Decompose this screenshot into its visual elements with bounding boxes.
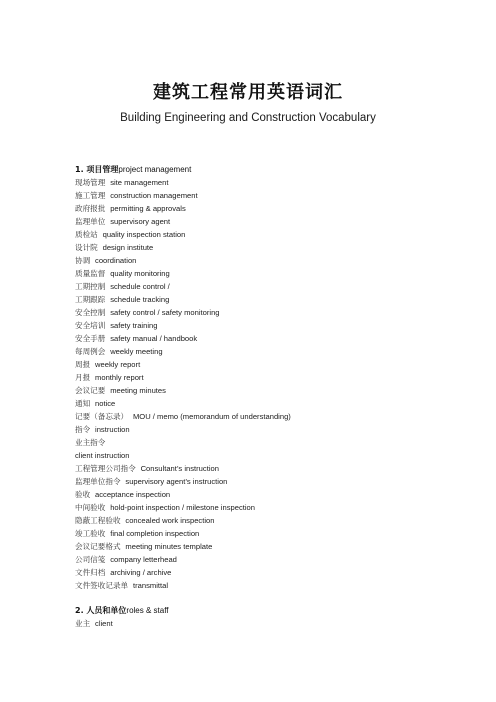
entry-term-en: coordination [95, 256, 137, 265]
entry-term-en: monthly report [95, 373, 144, 382]
entry-term-en: supervisory agent [110, 217, 171, 226]
entry-term-cn: 政府报批 [75, 204, 106, 213]
vocab-entry [75, 566, 291, 579]
vocab-entry [75, 397, 291, 410]
entry-term-en: transmittal [132, 581, 169, 590]
entry-term-cn: 业主指令 [75, 438, 106, 447]
entry-term-cn: 指令 [75, 425, 91, 434]
entry-term-cn: 文件归档 [75, 568, 106, 577]
section-heading [75, 604, 169, 617]
entry-term-en: schedule tracking [110, 295, 170, 304]
entry-term-en: instruction [95, 425, 130, 434]
section-number: 1. [75, 165, 84, 174]
vocab-entry [75, 280, 291, 293]
vocab-entry [75, 202, 291, 215]
entry-term-cn: 工期跟踪 [75, 295, 106, 304]
entry-term-cn: 周报 [75, 360, 91, 369]
vocab-entry [75, 384, 291, 397]
entry-term-en: weekly report [95, 360, 141, 369]
entry-term-cn: 安全控制 [75, 308, 106, 317]
entry-term-en: meeting minutes [110, 386, 166, 395]
vocab-entry [75, 410, 291, 423]
vocab-entry [75, 527, 291, 540]
vocab-entry [75, 371, 291, 384]
entry-term-cn: 验收 [75, 490, 91, 499]
entry-term-en: concealed work inspection [125, 516, 215, 525]
entry-term-cn: 隐蔽工程验收 [75, 516, 121, 525]
vocab-entry [75, 579, 291, 592]
entry-term-en: safety manual / handbook [110, 334, 198, 343]
entry-term-en: quality inspection station [102, 230, 186, 239]
vocab-entry [75, 267, 291, 280]
section-title-cn: 人员和单位 [86, 606, 127, 615]
section-title-en: project management [118, 165, 192, 174]
vocab-entry [75, 176, 291, 189]
document-title-en: Building Engineering and Construction Vocabulary [120, 112, 376, 124]
entry-term-en: MOU / memo (memorandum of understanding) [132, 412, 291, 421]
entry-term-cn: 监理单位 [75, 217, 106, 226]
entry-term-en: meeting minutes template [125, 542, 213, 551]
entry-term-cn: 记要（备忘录） [75, 412, 129, 421]
entry-term-cn: 协调 [75, 256, 91, 265]
entry-term-cn: 公司信笺 [75, 555, 106, 564]
vocab-entry [75, 215, 291, 228]
entry-term-cn: 安全培训 [75, 321, 106, 330]
entry-term-cn: 监理单位指令 [75, 477, 121, 486]
vocab-entry [75, 488, 291, 501]
entry-term-en: hold-point inspection / milestone inspection [110, 503, 255, 512]
vocab-entry [75, 332, 291, 345]
vocab-entry [75, 423, 291, 436]
entry-term-cn: 会议记要格式 [75, 542, 121, 551]
entry-term-cn: 工期控制 [75, 282, 106, 291]
entry-term-cn: 月报 [75, 373, 91, 382]
entry-term-en: weekly meeting [110, 347, 163, 356]
entry-term-cn: 文件签收记录单 [75, 581, 129, 590]
entry-term-cn: 工程管理公司指令 [75, 464, 136, 473]
entry-term-en: Consultant’s instruction [140, 464, 219, 473]
entry-term-en: safety control / safety monitoring [110, 308, 220, 317]
entry-term-cn: 中间验收 [75, 503, 106, 512]
entry-term-en: notice [95, 399, 116, 408]
vocab-entry [75, 553, 291, 566]
entry-term-cn: 施工管理 [75, 191, 106, 200]
entry-term-en: quality monitoring [110, 269, 170, 278]
section-heading [75, 163, 291, 176]
entry-term-en: acceptance inspection [95, 490, 171, 499]
entry-term-en: client [95, 619, 113, 628]
section-title-cn: 项目管理 [86, 165, 119, 174]
vocab-entry [75, 228, 291, 241]
entry-list [75, 176, 291, 592]
entry-term-cn: 现场管理 [75, 178, 106, 187]
entry-term-cn: 设计院 [75, 243, 98, 252]
entry-term-en: schedule control / [110, 282, 170, 291]
vocab-entry [75, 254, 291, 267]
vocab-entry [75, 475, 291, 488]
entry-term-en: design institute [102, 243, 154, 252]
entry-term-cn: 业主 [75, 619, 91, 628]
entry-term-en: supervisory agent’s instruction [125, 477, 228, 486]
entry-term-cn: 每周例会 [75, 347, 106, 356]
entry-term-en: final completion inspection [110, 529, 200, 538]
entry-term-cn: 会议记要 [75, 386, 106, 395]
vocab-entry [75, 241, 291, 254]
entry-term-cn: 竣工验收 [75, 529, 106, 538]
vocab-entry [75, 617, 169, 630]
vocab-entry [75, 358, 291, 371]
vocab-entry [75, 501, 291, 514]
vocab-entry [75, 436, 291, 449]
entry-term-en: safety training [110, 321, 158, 330]
entry-list [75, 617, 169, 630]
entry-term-en: archiving / archive [110, 568, 172, 577]
entry-term-en: permitting & approvals [110, 204, 186, 213]
entry-term-en: company letterhead [110, 555, 177, 564]
vocab-entry [75, 306, 291, 319]
section-title-en: roles & staff [126, 606, 169, 615]
document-title-cn: 建筑工程常用英语词汇 [153, 82, 343, 103]
entry-term-en: construction management [110, 191, 198, 200]
vocab-entry [75, 514, 291, 527]
entry-term-en: client instruction [75, 451, 130, 460]
entry-term-en: site management [110, 178, 169, 187]
vocab-entry [75, 319, 291, 332]
entry-term-cn: 通知 [75, 399, 91, 408]
entry-term-cn: 安全手册 [75, 334, 106, 343]
section-roles-staff [75, 604, 169, 630]
vocab-entry [75, 540, 291, 553]
vocab-entry [75, 293, 291, 306]
entry-term-cn: 质检站 [75, 230, 98, 239]
entry-term-cn: 质量监督 [75, 269, 106, 278]
section-project-management [75, 163, 291, 592]
vocab-entry [75, 345, 291, 358]
vocab-entry [75, 449, 291, 462]
vocab-entry [75, 189, 291, 202]
vocab-entry [75, 462, 291, 475]
section-number: 2. [75, 606, 84, 615]
